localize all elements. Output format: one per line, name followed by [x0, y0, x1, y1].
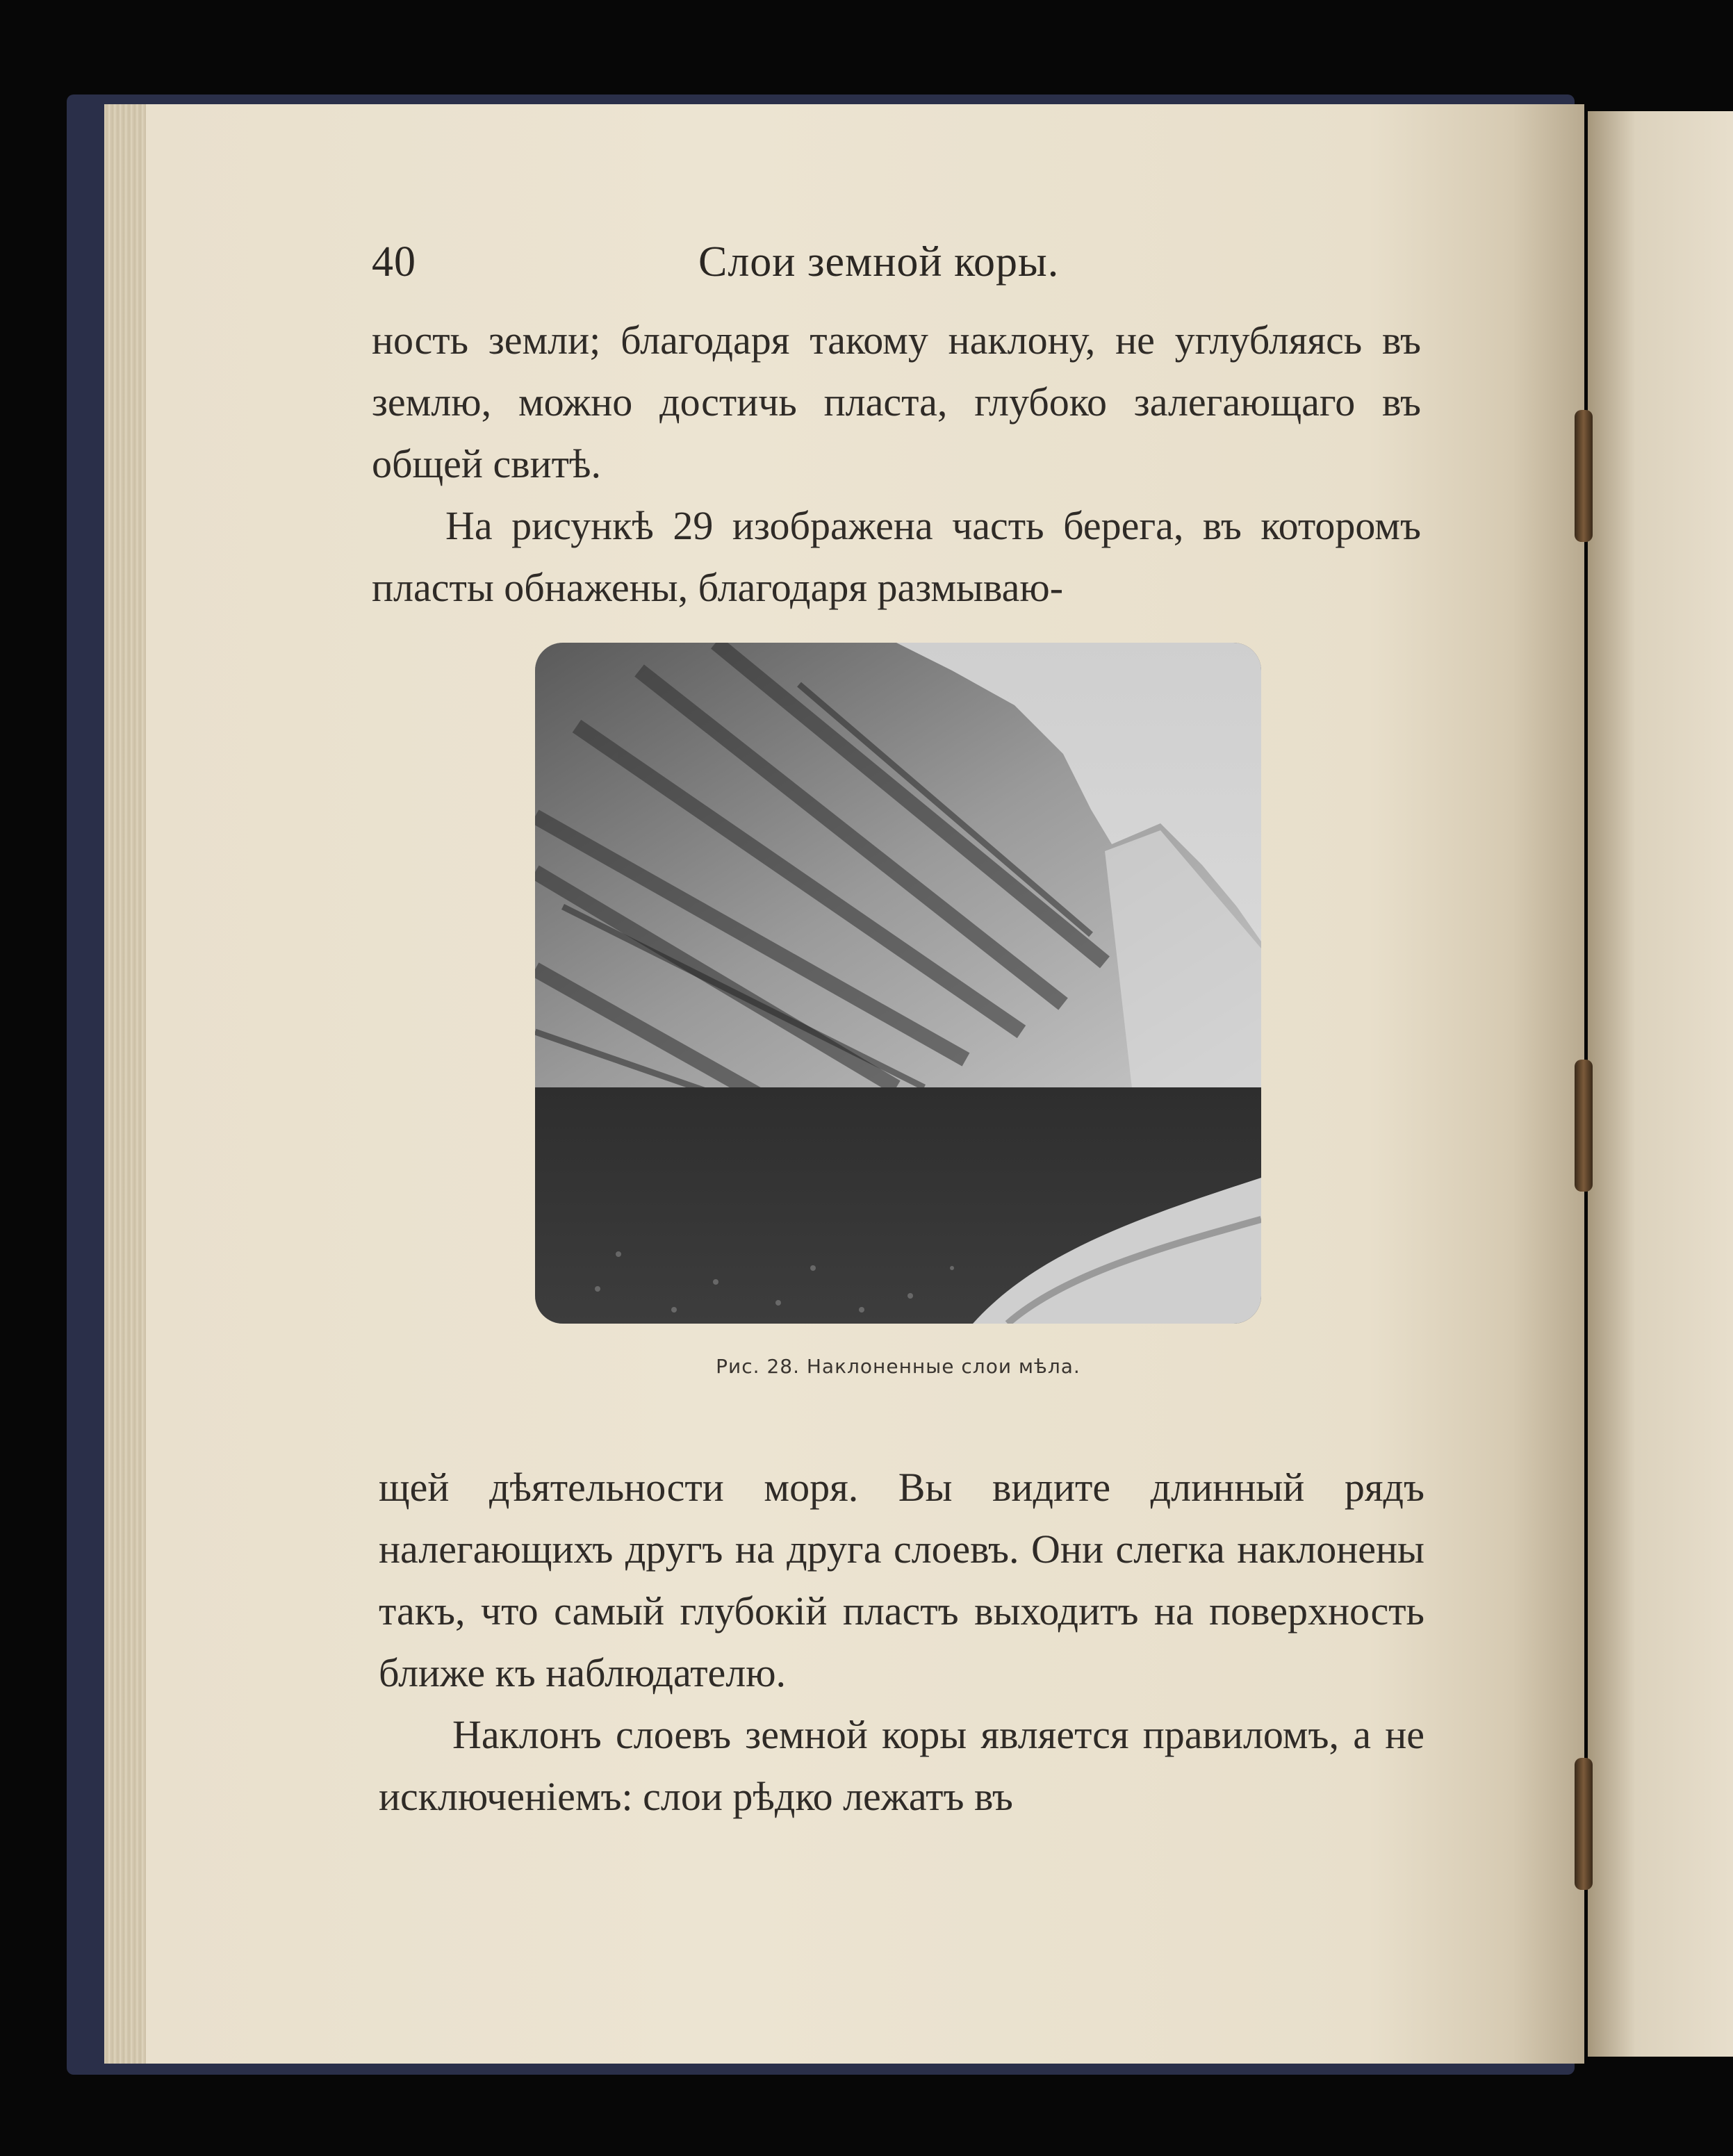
figure-photo [535, 643, 1261, 1324]
paragraph: ность земли; благодаря такому наклону, не углубляясь въ землю, можно достичь пласта, глубоко залегающаго въ общей свитѣ. [372, 318, 1421, 486]
binding-clip [1575, 1060, 1593, 1192]
binding-clip [1575, 410, 1593, 542]
figure-caption: Рис. 28. Наклоненные слои мѣла. [716, 1355, 1081, 1378]
text-block-bottom [379, 1456, 1424, 1827]
binding-clip [1575, 1758, 1593, 1890]
chalk-cliff-photo-icon [535, 643, 1261, 1324]
running-title: Слои земной коры. [698, 238, 1060, 286]
paragraph: На рисункѣ 29 изображена часть берега, въ которомъ пласты обнажены, благодаря размываю- [372, 503, 1421, 610]
facing-page [1588, 111, 1733, 2057]
paragraph: Наклонъ слоевъ земной коры является правиломъ, а не исключеніемъ: слои рѣдко лежатъ въ [379, 1712, 1424, 1819]
text-block-top [372, 309, 1421, 618]
paragraph: щей дѣятельности моря. Вы видите длинный рядъ налегающихъ другъ на друга слоевъ. Они слегка наклонены такъ, что самый глубокій пластъ выходитъ на поверхность ближе къ наблюдателю. [379, 1465, 1424, 1695]
page-number: 40 [372, 238, 416, 286]
